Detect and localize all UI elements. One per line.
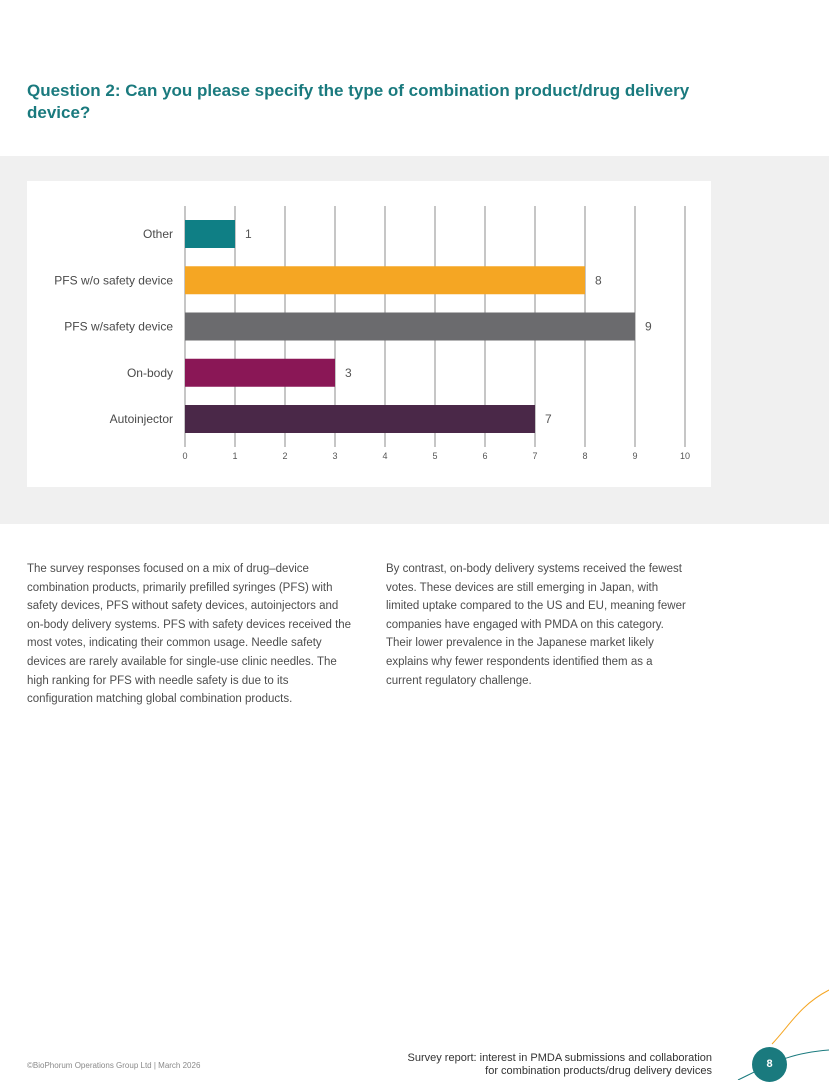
footer-copyright: ©BioPhorum Operations Group Ltd | March 2026: [27, 1061, 201, 1070]
chart-card: [27, 181, 711, 487]
category-label: PFS w/o safety device: [54, 273, 173, 288]
bar: [185, 266, 585, 294]
x-tick-label: 0: [182, 451, 188, 461]
data-label: 7: [545, 412, 552, 426]
category-label: On-body: [126, 365, 173, 380]
footer-report-title-line2: for combination products/drug delivery devices: [485, 1065, 712, 1077]
category-label: Autoinjector: [109, 412, 173, 426]
x-tick-label: 8: [582, 451, 588, 461]
category-label: Other: [142, 227, 173, 241]
bar: [185, 220, 235, 248]
page-number-badge: 8: [752, 1047, 787, 1082]
body-paragraph-right: By contrast, on-body delivery systems received the fewest votes. These devices are still emerging in Japan, with limited uptake compared to the US and EU, meaning fewer companies have engaged with PMDA on this category. Their lower prevalence in the Japanese market likely explains why fewer respondents identified them as a current regulatory challenge.: [386, 563, 686, 687]
bar: [185, 405, 535, 433]
x-tick-label: 2: [282, 451, 288, 461]
footer-report-title-line1: Survey report: interest in PMDA submissions and collaboration: [407, 1052, 712, 1064]
x-tick-label: 6: [482, 451, 488, 461]
bar-chart: [27, 181, 711, 487]
question-title: Question 2: Can you please specify the type of combination product/drug delivery device?: [27, 81, 690, 122]
body-paragraph-left: The survey responses focused on a mix of drug–device combination products, primarily prefilled syringes (PFS) with safety devices, PFS without safety devices, autoinjectors and on-body delivery systems. PFS with safety devices received the most votes, indicating their common usage. Needle safety devices are rarely available for single-use clinic needles. The high ranking for PFS with needle safety is due to its configuration matching global combination products.: [27, 563, 352, 706]
category-label: PFS w/safety device: [64, 319, 173, 334]
x-tick-label: 1: [232, 451, 238, 461]
data-label: 3: [345, 365, 352, 380]
bar: [185, 313, 635, 341]
chart-band: [0, 156, 829, 524]
data-label: 8: [595, 273, 602, 288]
x-tick-label: 3: [332, 451, 338, 461]
data-label: 1: [245, 227, 252, 241]
x-tick-label: 9: [632, 451, 638, 461]
x-tick-label: 7: [532, 451, 538, 461]
footer-report-title: [360, 1052, 712, 1078]
data-label: 9: [645, 319, 652, 334]
x-tick-label: 10: [679, 451, 691, 461]
bar: [185, 359, 335, 387]
x-tick-label: 5: [432, 451, 438, 461]
x-tick-label: 4: [382, 451, 388, 461]
